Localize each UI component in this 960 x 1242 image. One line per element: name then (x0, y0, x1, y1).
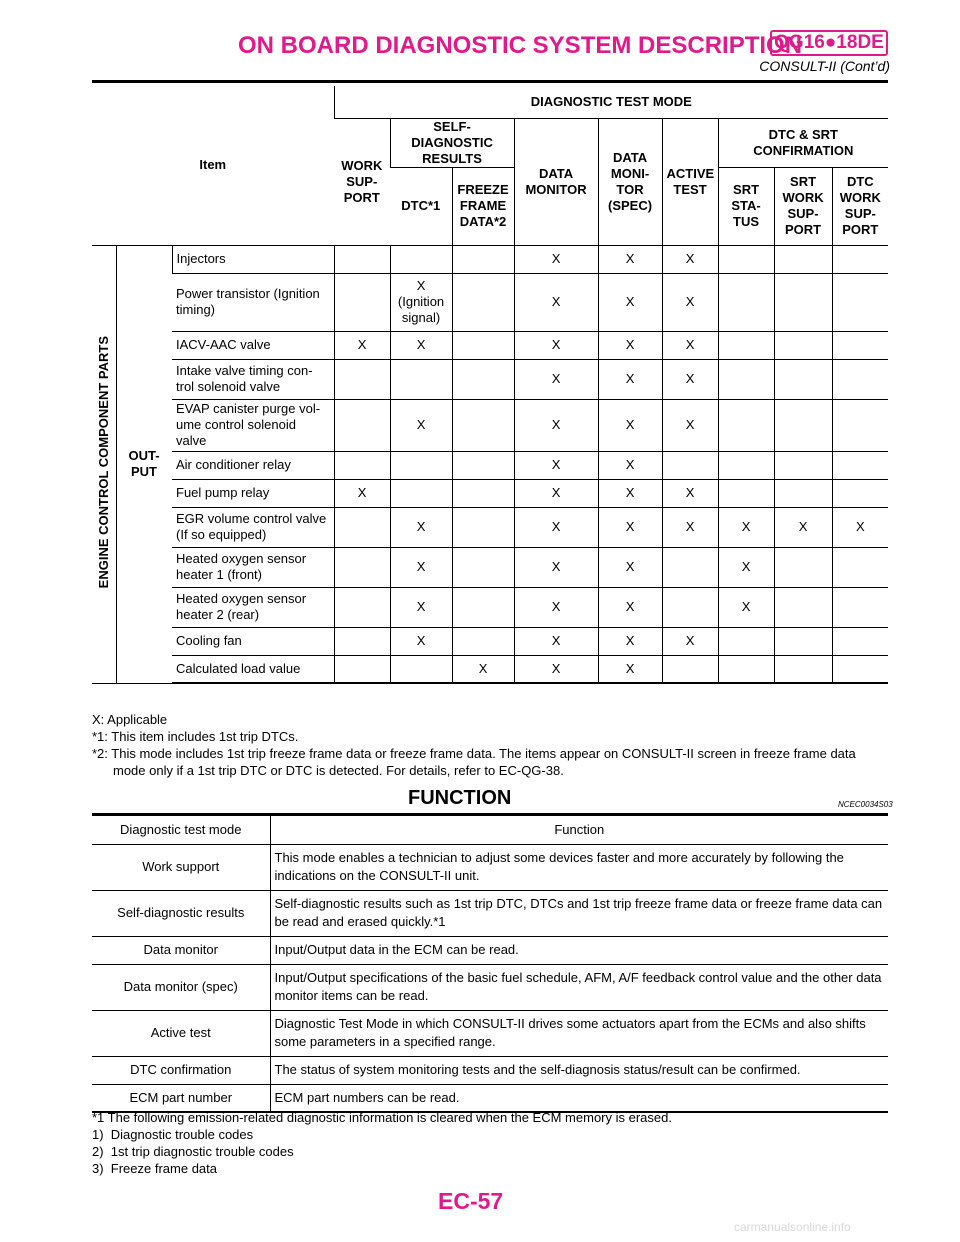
function-heading: FUNCTION (408, 787, 512, 809)
cell-mark: X (334, 479, 390, 507)
cell-mark: X (718, 547, 774, 587)
cell-mark (832, 359, 888, 399)
header-rule (92, 80, 888, 83)
header-self-diagnostic-results: SELF-DIAGNOSTIC RESULTS (390, 118, 514, 167)
cell-mark (718, 479, 774, 507)
cell-mark (390, 245, 452, 273)
table-row (92, 359, 888, 399)
cell-mark: X (598, 655, 662, 683)
cell-mark (718, 451, 774, 479)
item-name: EGR volume control valve (If so equipped) (172, 507, 334, 547)
cell-mark (390, 479, 452, 507)
cell-mark (662, 547, 718, 587)
cell-mark (832, 479, 888, 507)
cell-mark (832, 587, 888, 627)
cell-mark (334, 359, 390, 399)
cell-mark (832, 399, 888, 451)
cell-mark (718, 627, 774, 655)
page-number: EC-57 (438, 1188, 504, 1214)
cell-mark: X (598, 331, 662, 359)
cell-mark: X (514, 507, 598, 547)
cell-mark: X (598, 399, 662, 451)
cell-mark: X (598, 273, 662, 331)
header-freeze-frame-data: FREEZE FRAME DATA*2 (452, 167, 514, 245)
table-row (92, 1084, 888, 1112)
note-2: *2: This mode includes 1st trip freeze frame data or freeze frame data. The items appear on CONSULT-II screen in freeze frame data (92, 746, 856, 761)
function-description: Input/Output specifications of the basic fuel schedule, AFM, A/F feedback control value and the other data monitor items can be read. (270, 964, 888, 1010)
cell-mark: X (514, 273, 598, 331)
test-mode-name: Data monitor (92, 936, 270, 964)
note-emission: *1 The following emission-related diagnostic information is cleared when the ECM memory is erased. (92, 1110, 672, 1125)
header-srt-status: SRT STA- TUS (718, 167, 774, 245)
cell-mark: X (662, 245, 718, 273)
table-row (92, 964, 888, 1010)
page-title: ON BOARD DIAGNOSTIC SYSTEM DESCRIPTION (238, 32, 803, 59)
cell-mark (774, 587, 832, 627)
cell-mark (334, 655, 390, 683)
item-name: Calculated load value (172, 655, 334, 683)
cell-mark (832, 245, 888, 273)
cell-mark: X (662, 479, 718, 507)
test-mode-name: Self-diagnostic results (92, 890, 270, 936)
header-data-monitor: DATA MONITOR (514, 118, 598, 245)
cell-mark (774, 273, 832, 331)
item-name: Heated oxygen sensor heater 1 (front) (172, 547, 334, 587)
cell-mark (774, 479, 832, 507)
cell-mark: X (598, 359, 662, 399)
cell-mark (718, 273, 774, 331)
item-name: EVAP canister purge vol- ume control solenoid valve (172, 399, 334, 451)
cell-mark: X (334, 331, 390, 359)
cell-mark: X (662, 507, 718, 547)
note-2-continued: mode only if a 1st trip DTC or DTC is detected. For details, refer to EC-QG-38. (113, 763, 564, 778)
cell-mark: X (514, 587, 598, 627)
cell-mark: X (390, 507, 452, 547)
cell-mark: X (662, 399, 718, 451)
cell-mark (832, 451, 888, 479)
test-mode-name: Work support (92, 844, 270, 890)
table-row (92, 507, 888, 547)
cell-mark (452, 479, 514, 507)
function-description: Self-diagnostic results such as 1st trip DTC, DTCs and 1st trip freeze frame data or freeze frame data can be read and erased quickly.*1 (270, 890, 888, 936)
function-reference-code: NCEC0034S03 (838, 800, 893, 809)
cell-mark: X (514, 399, 598, 451)
cell-mark: X (662, 331, 718, 359)
cell-mark: X (718, 507, 774, 547)
item-name: Injectors (172, 245, 334, 273)
cell-mark (452, 547, 514, 587)
cell-mark (452, 245, 514, 273)
cell-mark: X (598, 547, 662, 587)
test-mode-name: ECM part number (92, 1084, 270, 1112)
cell-mark (718, 245, 774, 273)
cell-mark: X (Ignition signal) (390, 273, 452, 331)
table-row (92, 1010, 888, 1056)
item-name: Cooling fan (172, 627, 334, 655)
header-srt-work-support: SRT WORK SUP- PORT (774, 167, 832, 245)
item-name: Air conditioner relay (172, 451, 334, 479)
header-diagnostic-test-mode: DIAGNOSTIC TEST MODE (334, 86, 888, 118)
cell-mark (334, 507, 390, 547)
function-description: This mode enables a technician to adjust some devices faster and more accurately by following the indications on the CONSULT-II unit. (270, 844, 888, 890)
note-applicable: X: Applicable (92, 712, 168, 727)
function-notes (92, 1109, 672, 1177)
table-row (92, 273, 888, 331)
cell-mark: X (598, 479, 662, 507)
cell-mark (334, 587, 390, 627)
cell-mark (774, 399, 832, 451)
cell-mark (662, 655, 718, 683)
note-1: *1: This item includes 1st trip DTCs. (92, 729, 299, 744)
cell-mark (452, 627, 514, 655)
list-item: 1) Diagnostic trouble codes (92, 1127, 254, 1142)
function-table (92, 816, 888, 1113)
table-row (92, 399, 888, 451)
cell-mark (832, 547, 888, 587)
header-work-support: WORK SUP- PORT (334, 118, 390, 245)
cell-mark (774, 359, 832, 399)
page-subtitle: CONSULT-II (Cont’d) (759, 58, 890, 74)
test-mode-name: Active test (92, 1010, 270, 1056)
cell-mark (662, 451, 718, 479)
cell-mark (718, 399, 774, 451)
cell-mark (832, 273, 888, 331)
cell-mark (452, 273, 514, 331)
cell-mark: X (390, 331, 452, 359)
header-function: Function (270, 816, 888, 844)
cell-mark: X (514, 359, 598, 399)
item-name: Heated oxygen sensor heater 2 (rear) (172, 587, 334, 627)
cell-mark: X (390, 399, 452, 451)
cell-mark: X (598, 587, 662, 627)
cell-mark (774, 655, 832, 683)
cell-mark: X (598, 245, 662, 273)
function-description: Diagnostic Test Mode in which CONSULT-II drives some actuators apart from the ECMs and also shifts some parameters in a specified range. (270, 1010, 888, 1056)
cell-mark (334, 451, 390, 479)
cell-mark (774, 451, 832, 479)
cell-mark (832, 655, 888, 683)
table-row (92, 331, 888, 359)
table-row (92, 479, 888, 507)
item-name: Intake valve timing con- trol solenoid valve (172, 359, 334, 399)
header-test-mode: Diagnostic test mode (92, 816, 270, 844)
cell-mark: X (514, 547, 598, 587)
cell-mark: X (390, 627, 452, 655)
cell-mark: X (662, 273, 718, 331)
cell-mark (452, 451, 514, 479)
cell-mark: X (662, 359, 718, 399)
cell-mark: X (718, 587, 774, 627)
cell-mark (452, 507, 514, 547)
cell-mark (334, 399, 390, 451)
cell-mark (662, 587, 718, 627)
cell-mark (832, 331, 888, 359)
subgroup-label: OUT- PUT (116, 245, 172, 683)
cell-mark (334, 627, 390, 655)
cell-mark: X (662, 627, 718, 655)
cell-mark: X (598, 451, 662, 479)
cell-mark (390, 359, 452, 399)
cell-mark (452, 399, 514, 451)
item-name: Fuel pump relay (172, 479, 334, 507)
cell-mark (774, 245, 832, 273)
header-item: Item (92, 86, 334, 245)
cell-mark: X (598, 507, 662, 547)
table-row (92, 1056, 888, 1084)
cell-mark (452, 331, 514, 359)
table-row (92, 890, 888, 936)
cell-mark (774, 627, 832, 655)
cell-mark: X (452, 655, 514, 683)
header-active-test: ACTIVE TEST (662, 118, 718, 245)
cell-mark (774, 547, 832, 587)
test-mode-name: Data monitor (spec) (92, 964, 270, 1010)
function-description: The status of system monitoring tests and the self-diagnosis status/result can be confirmed. (270, 1056, 888, 1084)
header-dtc-work-support: DTC WORK SUP- PORT (832, 167, 888, 245)
header-data-monitor-spec: DATA MONI- TOR (SPEC) (598, 118, 662, 245)
cell-mark (334, 245, 390, 273)
table-row (92, 451, 888, 479)
cell-mark: X (514, 627, 598, 655)
table-notes (92, 711, 856, 779)
cell-mark (718, 359, 774, 399)
table-row (92, 627, 888, 655)
cell-mark (832, 627, 888, 655)
cell-mark (390, 655, 452, 683)
function-description: Input/Output data in the ECM can be read. (270, 936, 888, 964)
table-row (92, 655, 888, 683)
cell-mark: X (390, 547, 452, 587)
cell-mark: X (514, 331, 598, 359)
diagnostic-test-mode-table (92, 86, 888, 684)
list-item: 2) 1st trip diagnostic trouble codes (92, 1144, 294, 1159)
list-item: 3) Freeze frame data (92, 1161, 217, 1176)
item-name: Power transistor (Ignition timing) (172, 273, 334, 331)
watermark: carmanualsonline.info (734, 1220, 851, 1234)
cell-mark (774, 331, 832, 359)
cell-mark: X (390, 587, 452, 627)
cell-mark: X (514, 655, 598, 683)
cell-mark: X (514, 451, 598, 479)
cell-mark: X (774, 507, 832, 547)
cell-mark: X (832, 507, 888, 547)
cell-mark (334, 547, 390, 587)
cell-mark (390, 451, 452, 479)
table-row (92, 844, 888, 890)
engine-code-badge: QG16●18DE (770, 30, 888, 56)
header-dtc-srt-confirmation: DTC & SRT CONFIRMATION (718, 118, 888, 167)
cell-mark (334, 273, 390, 331)
table-row (92, 587, 888, 627)
cell-mark (718, 331, 774, 359)
group-label: ENGINE CONTROL COMPONENT PARTS (92, 245, 116, 683)
cell-mark (718, 655, 774, 683)
function-description: ECM part numbers can be read. (270, 1084, 888, 1112)
cell-mark: X (514, 479, 598, 507)
table-row (92, 245, 888, 273)
item-name: IACV-AAC valve (172, 331, 334, 359)
table-row (92, 936, 888, 964)
table-row (92, 547, 888, 587)
cell-mark (452, 587, 514, 627)
cell-mark: X (598, 627, 662, 655)
header-dtc: DTC*1 (390, 167, 452, 245)
test-mode-name: DTC confirmation (92, 1056, 270, 1084)
cell-mark: X (514, 245, 598, 273)
cell-mark (452, 359, 514, 399)
